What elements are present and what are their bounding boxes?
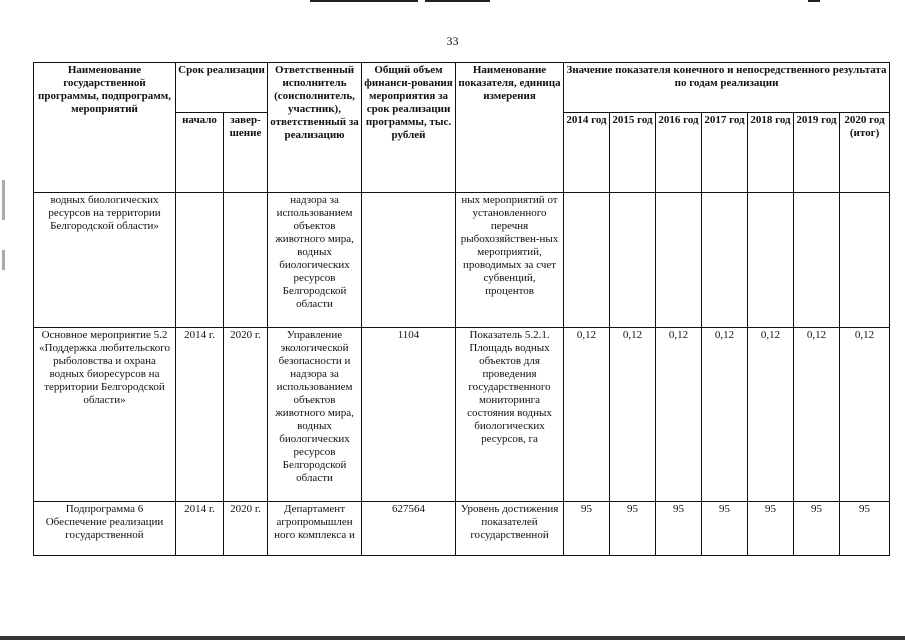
indicator-table <box>33 62 890 556</box>
cell-value: 0,12 <box>794 328 840 502</box>
cell-value <box>748 193 794 328</box>
header-indicator: Наименование показателя, единица измерения <box>456 63 564 193</box>
cell-funding <box>362 193 456 328</box>
cell-indicator: Показатель 5.2.1. Площадь водных объектов для проведения государственного мониторинга состояния водных биологических ресурсов, га <box>456 328 564 502</box>
cell-indicator: ных мероприятий от установленного перечня рыбохозяйствен-ных мероприятий, проводимых за счет субвенций, процентов <box>456 193 564 328</box>
cell-executor: Департамент агропромышлен ного комплекса и <box>268 502 362 556</box>
margin-mark <box>2 250 5 270</box>
cell-program: Основное мероприятие 5.2 «Поддержка любительского рыболовства и охрана водных биоресурсов на территории Белгородской области» <box>34 328 176 502</box>
table-row <box>34 328 890 502</box>
cell-value <box>656 193 702 328</box>
cell-value: 0,12 <box>656 328 702 502</box>
top-scan-line-right <box>808 0 820 2</box>
cell-indicator: Уровень достижения показателей государственной <box>456 502 564 556</box>
cell-value: 0,12 <box>748 328 794 502</box>
header-end: завер-шение <box>224 113 268 193</box>
cell-value: 0,12 <box>702 328 748 502</box>
header-start: начало <box>176 113 224 193</box>
cell-executor: надзора за использованием объектов животного мира, водных биологических ресурсов Белгородской области <box>268 193 362 328</box>
cell-value: 0,12 <box>840 328 890 502</box>
header-year: 2016 год <box>656 113 702 193</box>
cell-value: 0,12 <box>610 328 656 502</box>
header-year: 2015 год <box>610 113 656 193</box>
header-program: Наименование государственной программы, подпрограмм, мероприятий <box>34 63 176 193</box>
cell-value: 95 <box>794 502 840 556</box>
header-year: 2020 год (итог) <box>840 113 890 193</box>
table-row <box>34 193 890 328</box>
cell-end: 2020 г. <box>224 502 268 556</box>
header-funding: Общий объем финанси-рования мероприятия за срок реализации программы, тыс. рублей <box>362 63 456 193</box>
cell-value: 95 <box>748 502 794 556</box>
cell-program: водных биологических ресурсов на территории Белгородской области» <box>34 193 176 328</box>
cell-end <box>224 193 268 328</box>
cell-start: 2014 г. <box>176 328 224 502</box>
cell-value <box>840 193 890 328</box>
cell-value: 95 <box>564 502 610 556</box>
cell-start <box>176 193 224 328</box>
header-year: 2018 год <box>748 113 794 193</box>
header-term: Срок реализации <box>176 63 268 113</box>
cell-value <box>564 193 610 328</box>
cell-value: 95 <box>702 502 748 556</box>
cell-value: 0,12 <box>564 328 610 502</box>
cell-executor: Управление экологической безопасности и надзора за использованием объектов животного мира, водных биологических ресурсов Белгородской области <box>268 328 362 502</box>
cell-end: 2020 г. <box>224 328 268 502</box>
header-executor: Ответственный исполнитель (соисполнитель, участник), ответственный за реализацию <box>268 63 362 193</box>
cell-program: Подпрограмма 6 Обеспечение реализации государственной <box>34 502 176 556</box>
header-row <box>34 63 890 113</box>
top-scan-line-mid <box>425 0 490 2</box>
header-year: 2017 год <box>702 113 748 193</box>
header-values: Значение показателя конечного и непосредственного результата по годам реализации <box>564 63 890 113</box>
cell-start: 2014 г. <box>176 502 224 556</box>
cell-funding: 1104 <box>362 328 456 502</box>
cell-funding: 627564 <box>362 502 456 556</box>
cell-value <box>794 193 840 328</box>
cell-value: 95 <box>656 502 702 556</box>
header-year: 2019 год <box>794 113 840 193</box>
cell-value <box>610 193 656 328</box>
top-scan-line-left <box>310 0 418 2</box>
bottom-scan-edge <box>0 636 905 640</box>
margin-mark <box>2 180 5 220</box>
cell-value: 95 <box>840 502 890 556</box>
cell-value: 95 <box>610 502 656 556</box>
header-year: 2014 год <box>564 113 610 193</box>
page-number: 33 <box>446 34 459 48</box>
cell-value <box>702 193 748 328</box>
table-row <box>34 502 890 556</box>
